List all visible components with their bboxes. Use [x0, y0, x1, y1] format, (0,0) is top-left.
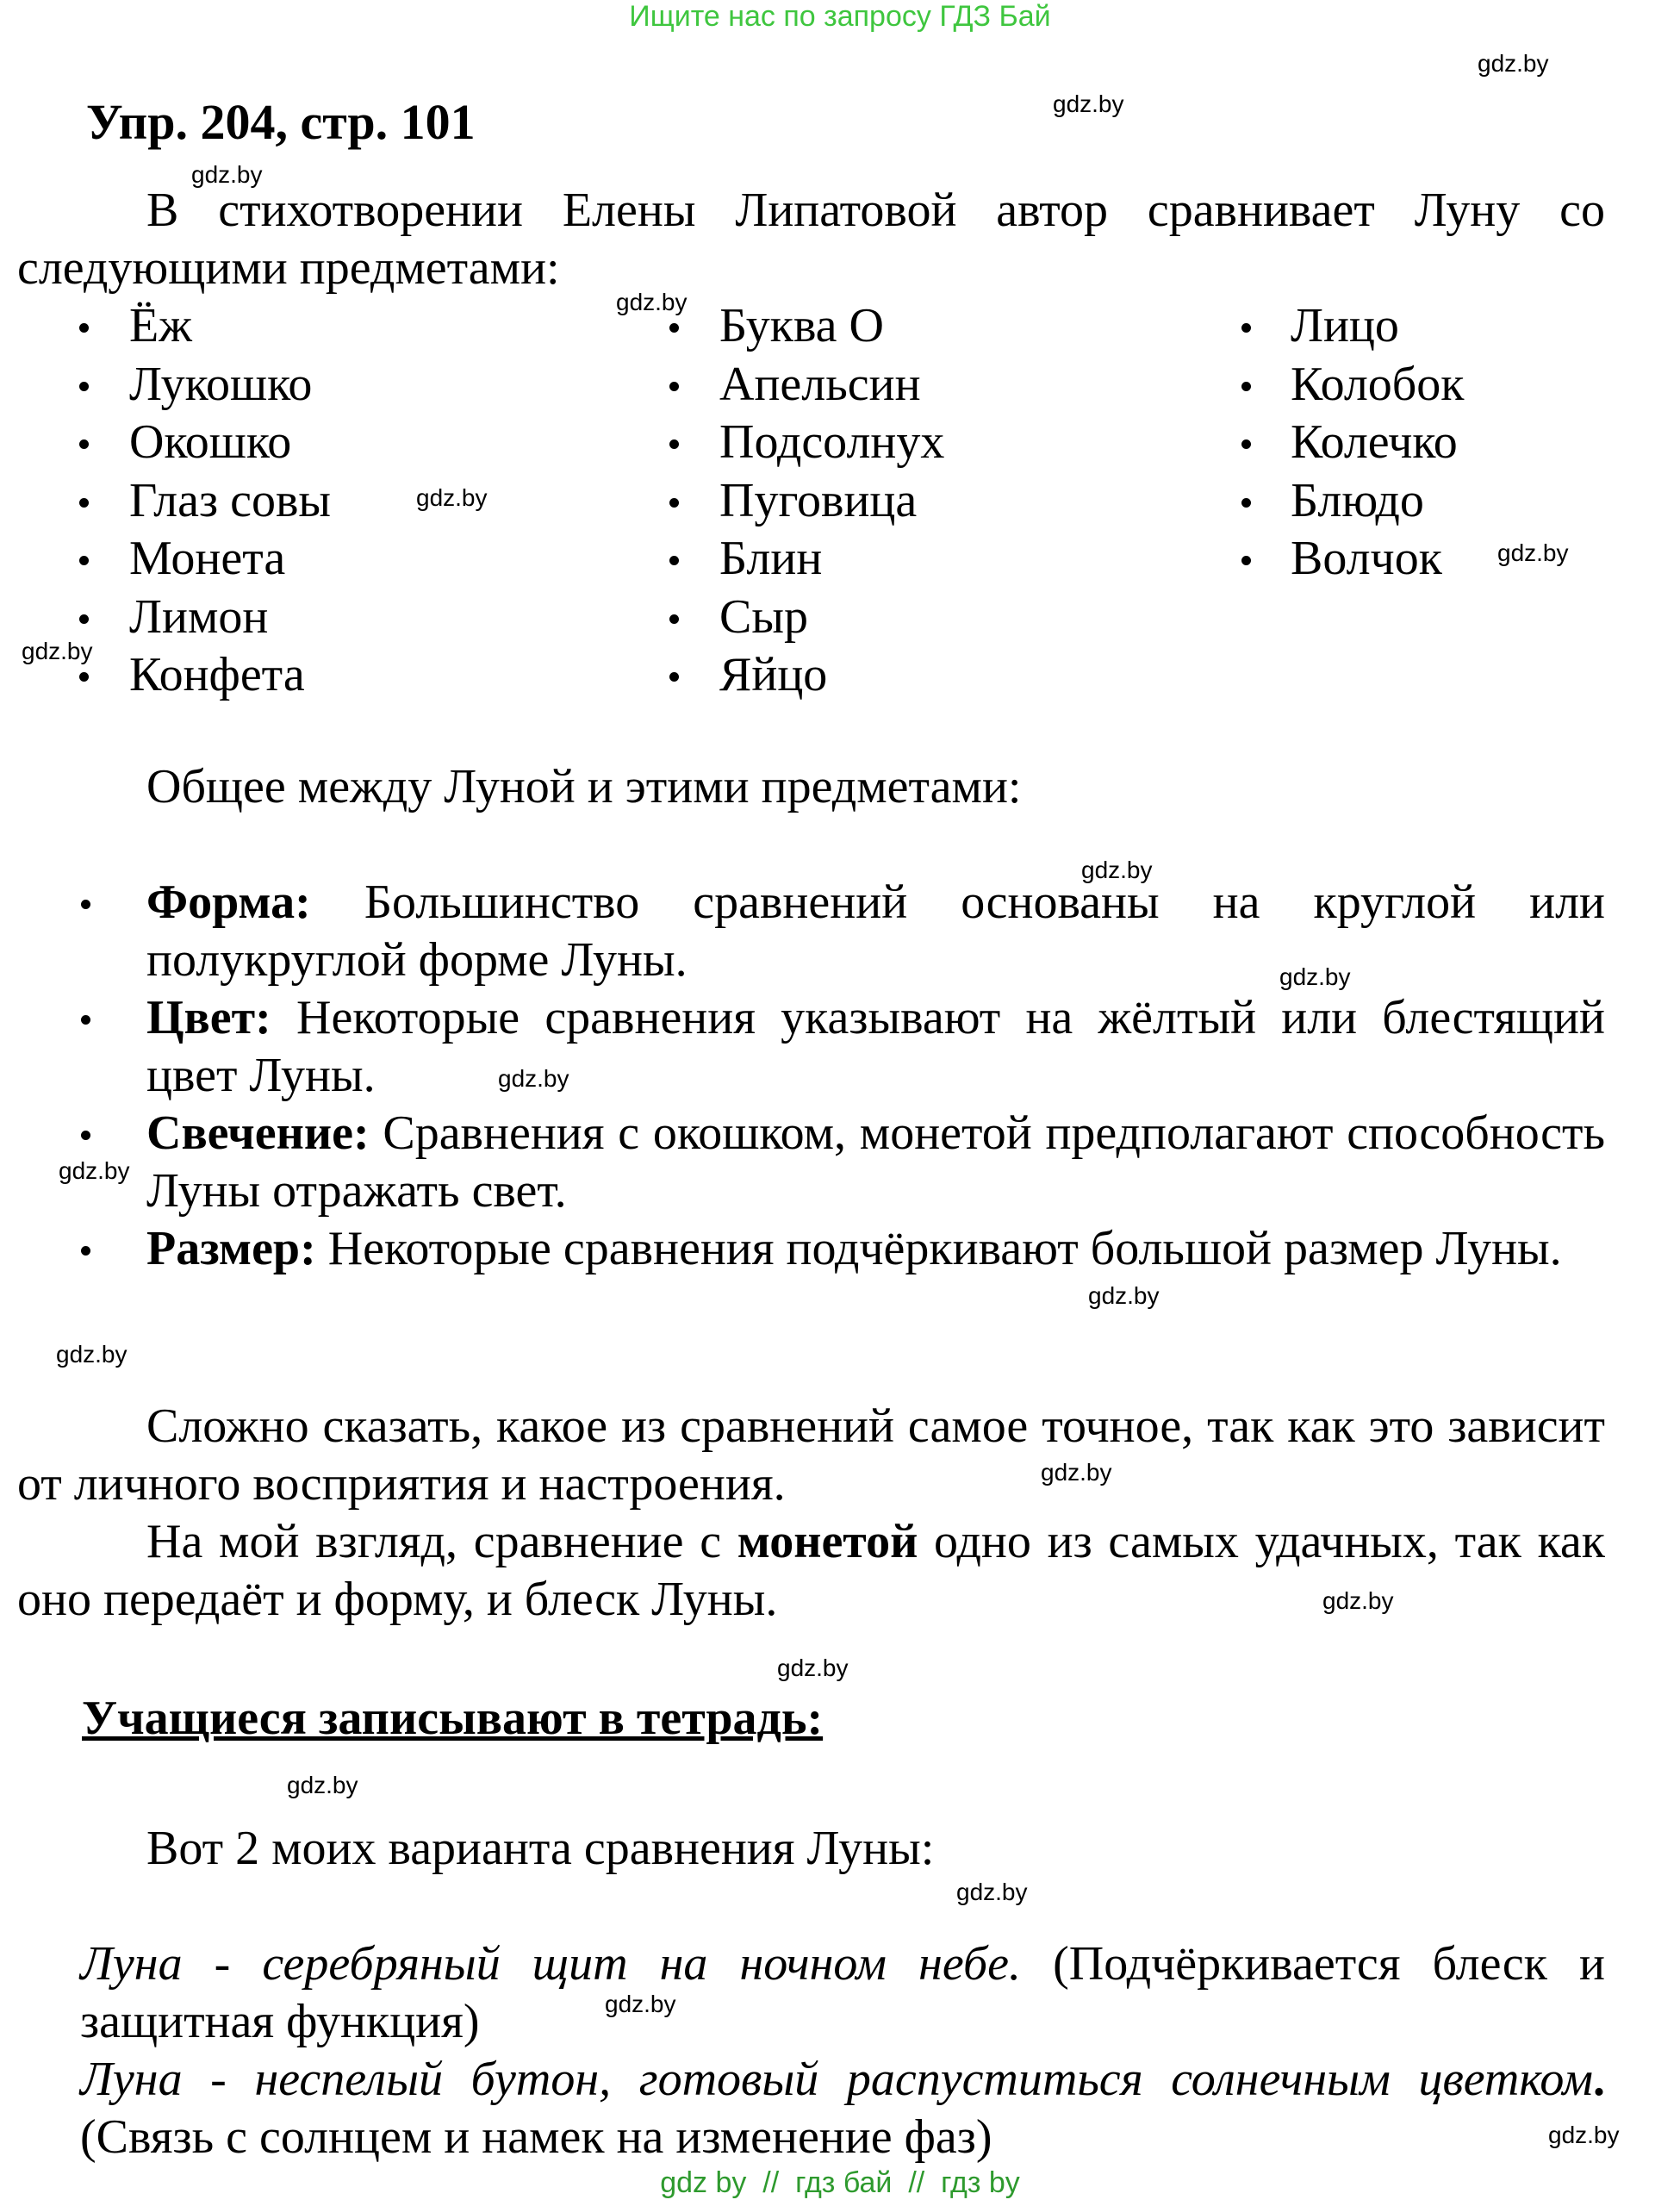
top-banner: Ищите нас по запросу ГДЗ Бай	[629, 0, 1051, 33]
watermark: gdz.by	[22, 638, 93, 664]
list-item: Блюдо	[1187, 472, 1464, 531]
comparison-list-col3	[1187, 297, 1464, 589]
list-item: Глаз совы	[0, 472, 331, 531]
watermark: gdz.by	[287, 1772, 358, 1798]
exercise-title: Упр. 204, стр. 101	[86, 94, 476, 150]
watermark: gdz.by	[1041, 1459, 1112, 1486]
list-item: Волчок	[1187, 530, 1464, 589]
list-item: Подсолнух	[607, 414, 944, 472]
list-item: Блин	[607, 530, 944, 589]
common-heading: Общее между Луной и этими предметами:	[146, 760, 1022, 813]
list-item: Лимон	[0, 589, 331, 647]
watermark: gdz.by	[1478, 50, 1549, 77]
list-item: Цвет: Некоторые сравнения указывают на жёлтый или блестящий цвет Луны.	[0, 989, 1605, 1105]
watermark: gdz.by	[777, 1654, 849, 1681]
watermark: gdz.by	[956, 1879, 1028, 1905]
watermark: gdz.by	[1081, 857, 1153, 883]
list-item: Лукошко	[0, 356, 331, 414]
list-item: Размер: Некоторые сравнения подчёркивают большой размер Луны.	[0, 1220, 1605, 1278]
list-item: Буква О	[607, 297, 944, 356]
watermark: gdz.by	[56, 1341, 128, 1368]
list-item: Свечение: Сравнения с окошком, монетой предполагают способность Луны отражать свет.	[0, 1105, 1605, 1220]
watermark: gdz.by	[1279, 963, 1351, 990]
variant-2: Луна - неспелый бутон, готовый распуститься солнечным цветком. (Связь с солнцем и намек на изменение фаз)	[80, 2053, 1605, 2164]
opinion-paragraph: На мой взгляд, сравнение с монетой одно из самых удачных, так как оно передаёт и форму, и блеск Луны.	[17, 1515, 1605, 1626]
comparison-list-col1	[0, 297, 331, 705]
variants-intro: Вот 2 моих варианта сравнения Луны:	[146, 1822, 935, 1875]
watermark: gdz.by	[1088, 1282, 1160, 1309]
list-item: Ёж	[0, 297, 331, 356]
footer-watermark: gdz by // гдз бай // гдз by	[660, 2166, 1020, 2199]
comparison-list-col2	[607, 297, 944, 705]
watermark: gdz.by	[1053, 90, 1124, 117]
watermark: gdz.by	[1322, 1587, 1394, 1614]
list-item: Лицо	[1187, 297, 1464, 356]
conclusion-paragraph: Сложно сказать, какое из сравнений самое точное, так как это зависит от личного восприятия и настроения.	[17, 1399, 1605, 1511]
watermark: gdz.by	[191, 161, 263, 188]
watermark: gdz.by	[1497, 539, 1569, 566]
notebook-heading: Учащиеся записывают в тетрадь:	[82, 1692, 824, 1745]
watermark: gdz.by	[1548, 2122, 1620, 2148]
intro-text: В стихотворении Елены Липатовой автор сравнивает Луну со следующими предметами:	[17, 184, 1605, 295]
list-item: Сыр	[607, 589, 944, 647]
list-item: Колечко	[1187, 414, 1464, 472]
watermark: gdz.by	[616, 289, 688, 315]
list-item: Конфета	[0, 646, 331, 705]
list-item: Колобок	[1187, 356, 1464, 414]
list-item: Окошко	[0, 414, 331, 472]
watermark: gdz.by	[59, 1157, 130, 1184]
watermark: gdz.by	[416, 484, 488, 511]
list-item: Апельсин	[607, 356, 944, 414]
list-item: Форма: Большинство сравнений основаны на круглой или полукруглой форме Луны.	[0, 874, 1605, 989]
intro-paragraph	[17, 182, 1605, 297]
list-item: Пуговица	[607, 472, 944, 531]
features-list	[0, 874, 1605, 1278]
watermark: gdz.by	[498, 1065, 569, 1092]
list-item: Яйцо	[607, 646, 944, 705]
variant-1: Луна - серебряный щит на ночном небе. (Подчёркивается блеск и защитная функция)	[80, 1937, 1606, 2048]
list-item: Монета	[0, 530, 331, 589]
watermark: gdz.by	[605, 1991, 676, 2017]
